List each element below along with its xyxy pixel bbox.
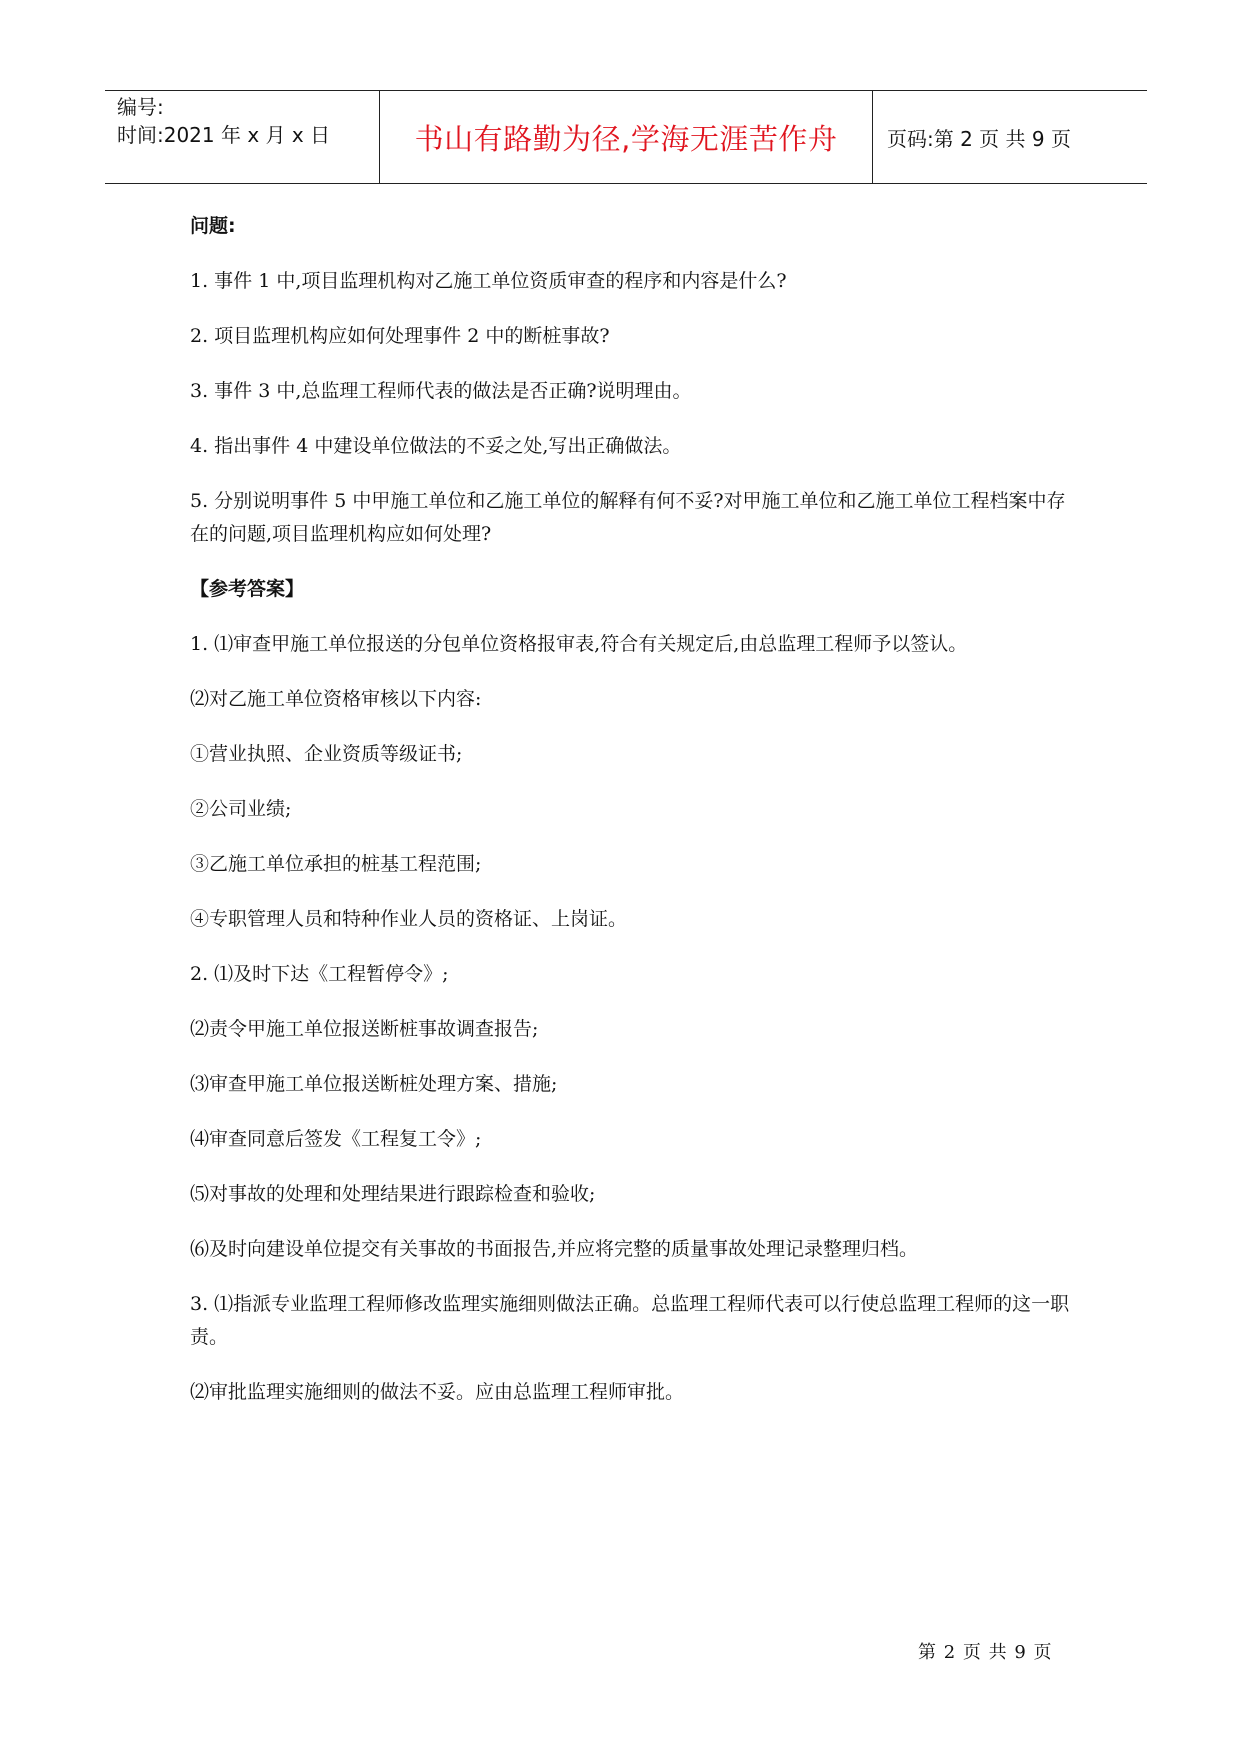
answer-item-12: ⑹及时向建设单位提交有关事故的书面报告,并应将完整的质量事故处理记录整理归档。 (190, 1238, 919, 1260)
answer-item-5: ③乙施工单位承担的桩基工程范围; (190, 853, 482, 875)
answer-item-10: ⑷审查同意后签发《工程复工令》; (190, 1128, 482, 1150)
answer-item-6: ④专职管理人员和特种作业人员的资格证、上岗证。 (190, 908, 628, 930)
question-item-4: 4. 指出事件 4 中建设单位做法的不妥之处,写出正确做法。 (190, 435, 682, 457)
answer-item-8: ⑵责令甲施工单位报送断桩事故调查报告; (190, 1018, 539, 1040)
answer-item-14: ⑵审批监理实施细则的做法不妥。应由总监理工程师审批。 (190, 1381, 685, 1403)
document-code-label: 编号: (117, 95, 164, 119)
answer-item-9: ⑶审查甲施工单位报送断桩处理方案、措施; (190, 1073, 558, 1095)
page-footer-number: 第 2 页 共 9 页 (918, 1642, 1053, 1663)
document-time-label: 时间:2021 年 x 月 x 日 (117, 123, 331, 147)
page-header (105, 90, 1147, 184)
answer-item-11: ⑸对事故的处理和处理结果进行跟踪检查和验收; (190, 1183, 596, 1205)
question-item-5: 5. 分别说明事件 5 中甲施工单位和乙施工单位的解释有何不妥?对甲施工单位和乙施工单位工程档案中存在的问题,项目监理机构应如何处理? (190, 490, 1066, 545)
answers-title: 【参考答案】 (190, 578, 305, 600)
question-item-1: 1. 事件 1 中,项目监理机构对乙施工单位资质审查的程序和内容是什么? (190, 270, 787, 292)
answer-item-3: ①营业执照、企业资质等级证书; (190, 743, 463, 765)
answer-item-7: 2. ⑴及时下达《工程暂停令》; (190, 963, 449, 985)
document-body (190, 210, 1070, 1409)
header-page-number: 页码:第 2 页 共 9 页 (887, 126, 1071, 151)
header-meta (105, 91, 380, 183)
answer-item-1: 1. ⑴审查甲施工单位报送的分包单位资格报审表,符合有关规定后,由总监理工程师予以签认。 (190, 633, 968, 655)
question-item-3: 3. 事件 3 中,总监理工程师代表的做法是否正确?说明理由。 (190, 380, 692, 402)
questions-title: 问题: (190, 215, 236, 237)
question-item-2: 2. 项目监理机构应如何处理事件 2 中的断桩事故? (190, 325, 610, 347)
answer-item-4: ②公司业绩; (190, 798, 292, 820)
header-motto: 书山有路勤为径,学海无涯苦作舟 (380, 91, 873, 183)
answer-item-2: ⑵对乙施工单位资格审核以下内容: (190, 688, 482, 710)
answer-item-13: 3. ⑴指派专业监理工程师修改监理实施细则做法正确。总监理工程师代表可以行使总监理工程师的这一职责。 (190, 1293, 1070, 1348)
